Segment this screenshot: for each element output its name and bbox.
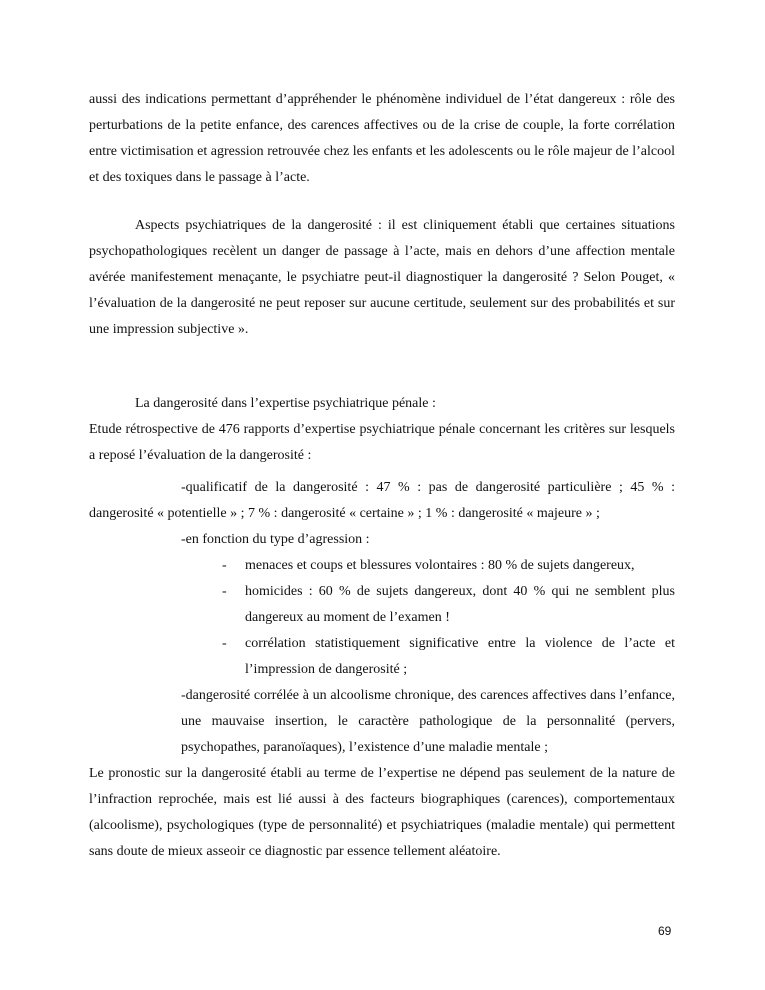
correlee-paragraph: -dangerosité corrélée à un alcoolisme chronique, des carences affectives dans l’enfance, une mauvaise insertion, le caractère pathologique de la personnalité (pervers, psychopathes, paranoïaques), l’existence d’une maladie mentale ; [181,688,675,755]
paragraph-psychiatric-aspects: Aspects psychiatriques de la dangerosité : il est cliniquement établi que certaines situations psychopathologiques recèlent un danger de passage à l’acte, mais en dehors d’une affection mentale avérée manifestement menaçante, le psychiatre peut-il diagnostiquer la dangerosité ? Selon Pouget, « l’évaluation de la dangerosité ne peut reposer sur aucune certitude, seulement sur des probabilités et sur une impression subjective ». [89,218,675,337]
qualificatif-paragraph: -qualificatif de la dangerosité : 47 % : pas de dangerosité particulière ; 45 % : dangerosité « potentielle » ; 7 % : dangerosité « certaine » ; 1 % : dangerosité « majeure » ; [89,480,675,521]
list-item [222,553,675,579]
agression-list [89,553,675,683]
conclusion-paragraph: Le pronostic sur la dangerosité établi au terme de l’expertise ne dépend pas seulement de la nature de l’infraction reprochée, mais est lié aussi à des facteurs biographiques (carences), comportementaux (alcoolisme), psychologiques (type de personnalité) et psychiatriques (maladie mentale) qui permettent sans doute de mieux asseoir ce diagnostic par essence tellement aléatoire. [89,766,675,859]
list-item [222,579,675,631]
dash-bullet: - [222,636,227,651]
list-item [222,631,675,683]
list-item-text: homicides : 60 % de sujets dangereux, dont 40 % qui ne semblent plus dangereux au moment de l’examen ! [245,584,675,625]
dash-bullet: - [222,584,227,599]
agression-heading: -en fonction du type d’agression : [181,532,370,547]
spacer [89,343,675,391]
spacer [89,191,675,213]
paragraph-state-dangerous: aussi des indications permettant d’appréhender le phénomène individuel de l’état dangereux : rôle des perturbations de la petite enfance, des carences affectives ou de la crise de couple, la forte corrélation entre victimisation et agression retrouvée chez les enfants et les adolescents ou le rôle majeur de l’alcool et des toxiques dans le passage à l’acte. [89,92,675,185]
document-page [89,87,675,865]
page-number: 69 [658,924,672,938]
dash-bullet: - [222,558,227,573]
section-heading: La dangerosité dans l’expertise psychiatrique pénale : [135,396,436,411]
study-intro: Etude rétrospective de 476 rapports d’expertise psychiatrique pénale concernant les critères sur lesquels a reposé l’évaluation de la dangerosité : [89,422,675,463]
list-item-text: corrélation statistiquement significative entre la violence de l’acte et l’impression de dangerosité ; [245,636,675,677]
list-item-text: menaces et coups et blessures volontaires : 80 % de sujets dangereux, [245,558,635,573]
